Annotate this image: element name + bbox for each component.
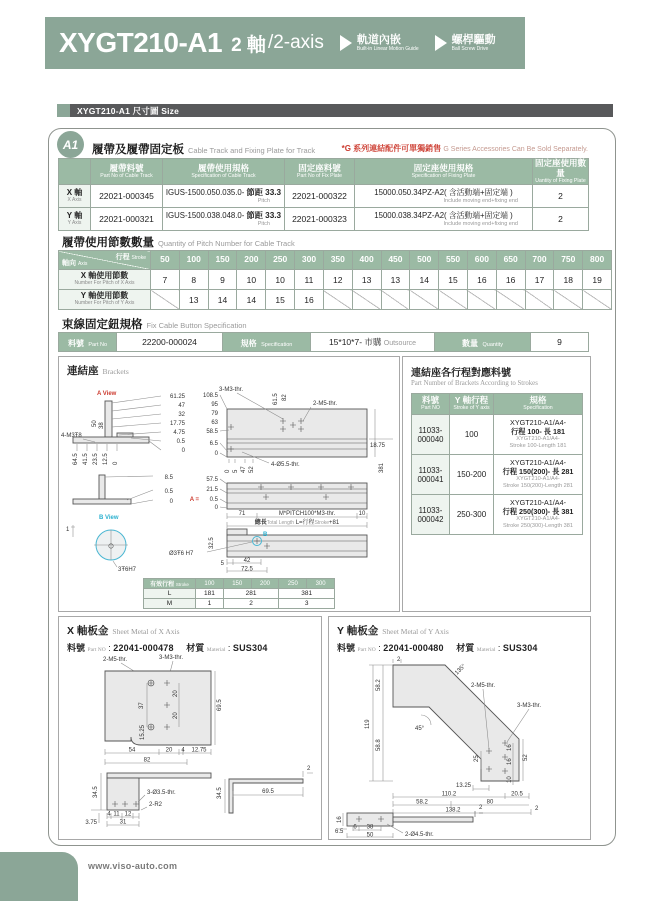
accessories-note: *G 系列連結配件可單獨銷售 G Series Accessories Can Be Sold Separately.: [341, 144, 588, 153]
x-sheet-panel: [58, 616, 322, 840]
dim-label: M*PITCH100*M3-thr.: [278, 511, 336, 517]
x-sheet-drawing: [63, 653, 317, 839]
stroke-cell: 250-300: [450, 495, 494, 535]
size-section-label: XYGT210-A1 尺寸圖 Size: [77, 105, 180, 116]
dim-label: 58.5: [206, 429, 218, 435]
stroke-col: 400: [352, 251, 381, 270]
stroke-cell: 150-200: [450, 455, 494, 495]
label-cell: 規格 Specification: [223, 333, 311, 352]
part-no-cell: 11033- 000041: [412, 455, 450, 495]
stroke-col: 200: [237, 251, 266, 270]
stroke-cell: 100: [450, 415, 494, 455]
part-no-cell: 22021-000321: [91, 208, 163, 231]
dim-label: 總長Total Length L=行程Stroke+81: [254, 520, 340, 526]
dim-label: 52: [523, 754, 529, 761]
stroke-col: 50: [151, 251, 180, 270]
site-url: www.viso-auto.com: [88, 861, 178, 871]
table-row: L 181 281 381: [144, 589, 335, 599]
dim-label: 3-M3-thr.: [219, 387, 244, 393]
dim-label: 58.2: [416, 799, 428, 806]
dim-label: 4.75: [173, 430, 185, 436]
dim-label: A =: [189, 497, 199, 503]
part-no-cell: 11033- 000040: [412, 415, 450, 455]
green-square-icon: [57, 104, 70, 117]
stroke-col: 800: [583, 251, 612, 270]
stroke-col: 650: [496, 251, 525, 270]
dim-label: 42: [243, 558, 251, 564]
dim-label: 57.5: [206, 477, 218, 483]
x-plate-top-view: [103, 655, 223, 765]
cable-track-table: [58, 158, 589, 231]
dim-label: 95: [211, 402, 218, 408]
feature-badge-guide: [340, 34, 419, 53]
feature-badge-screw: [435, 34, 496, 53]
dim-label: 20: [165, 747, 173, 754]
brackets-drawing: [61, 381, 397, 577]
dim-label: 5: [220, 561, 224, 567]
corner-header-cell: 行程 Stroke 軸向 Axis: [59, 251, 151, 270]
dim-label: 61.25: [169, 394, 185, 400]
dim-label: 119: [365, 719, 371, 729]
part-no-cell: 22021-000345: [91, 185, 163, 208]
dim-label: 2-M5-thr.: [471, 683, 496, 689]
pitch-table-title: 履帶使用節數數量 Quantity of Pitch Number for Cable Track: [62, 237, 295, 249]
table-row: M 1 2 3: [144, 599, 335, 609]
stroke-col: 500: [410, 251, 439, 270]
header-cell: 固定座使用規格 Specification of Fixing Plate: [355, 159, 533, 185]
fix-spec-cell: 15000.050.34PZ-A2( 含活動端+固定端 ) Include moving end+fixing end: [355, 185, 533, 208]
header-band: [45, 17, 525, 69]
dim-label: 3-M3-thr.: [517, 703, 542, 709]
cable-button-table: [58, 332, 589, 352]
dim-label: 47: [178, 403, 185, 409]
stroke-col: 550: [439, 251, 468, 270]
dim-label: 4: [181, 747, 185, 754]
spec-cell: IGUS-1500.038.048.0- 節距 33.3 Pitch: [163, 208, 285, 231]
dim-label: 8.5: [164, 475, 173, 481]
y-sheet-panel: [328, 616, 591, 840]
dim-label: 38: [366, 824, 374, 831]
dim-label: 135°: [454, 663, 468, 677]
dim-label: 6: [353, 824, 357, 831]
dim-label: 32.5: [209, 537, 215, 549]
spec-cell: 15*10*7- 市購 Outsource: [311, 333, 435, 352]
dim-label: 34.5: [217, 787, 223, 799]
bracket-plate-top-view: [203, 387, 393, 473]
dim-label: 52: [249, 466, 255, 473]
table-row: [59, 208, 589, 231]
dim-label: 16: [507, 758, 513, 765]
cable-track-title: 履帶及履帶固定板 Cable Track and Fixing Plate for Track: [92, 144, 316, 156]
pitch-table: [58, 250, 612, 310]
spec-cell: XYGT210-A1/A4- 行程 150(200)- 長 281 XYGT210-A1/A4- Stroke 150(200)-Length 281: [494, 455, 583, 495]
stroke-col: 150: [208, 251, 237, 270]
bracket-parts-title: 連結座各行程對應料號: [411, 368, 511, 379]
dim-label: 4-M3Ŧ8: [61, 433, 82, 439]
spec-cell: XYGT210-A1/A4- 行程 100- 長 181 XYGT210-A1/A4- Stroke 100-Length 181: [494, 415, 583, 455]
header-cell: 固定座使用數量 Uantity of Fixing Plate: [533, 159, 589, 185]
label-cell: 料號 Part No: [59, 333, 117, 352]
stroke-col: 100: [179, 251, 208, 270]
dim-label: 54: [128, 747, 136, 754]
dim-label: 3-Ø3.5-thr.: [147, 790, 176, 796]
spec-cell: IGUS-1500.050.035.0- 節距 33.3 Pitch: [163, 185, 285, 208]
dim-label: 69.5: [262, 789, 274, 795]
y-sheet-drawing: [333, 653, 586, 839]
brackets-title: 連結座 Brackets: [67, 365, 129, 377]
stroke-col: 750: [554, 251, 583, 270]
dim-label: 82: [143, 757, 151, 764]
dim-label: 18.75: [370, 443, 386, 449]
dim-label: 0.5: [164, 489, 173, 495]
brackets-panel: [58, 356, 400, 612]
fix-part-no-cell: 22021-000323: [285, 208, 355, 231]
dim-label: 12.5: [103, 453, 109, 465]
dim-label: 25: [474, 755, 480, 762]
a1-badge: A1: [57, 131, 84, 158]
dim-label: B View: [99, 515, 119, 521]
dim-label: 2: [535, 806, 539, 812]
dim-label: 69.5: [217, 699, 223, 711]
dim-label: 13.25: [455, 783, 471, 789]
header-cell: 固定座料號 Part No of Fix Plate: [285, 159, 355, 185]
dim-label: 15.25: [140, 724, 146, 740]
dim-label: 61.5: [273, 393, 279, 405]
arrow-right-icon: [340, 35, 352, 51]
stroke-col: 250: [266, 251, 295, 270]
dim-label: 10: [358, 511, 366, 517]
dim-label: 0: [225, 469, 231, 473]
dim-label: 3.75: [85, 820, 97, 826]
dim-label: 0: [181, 448, 185, 454]
footer-green-block: [0, 852, 78, 901]
dim-label: 0: [113, 461, 119, 465]
stroke-col: 600: [467, 251, 496, 270]
bracket-side-view: [190, 477, 367, 528]
dim-label: 32: [178, 412, 185, 418]
bracket-parts-panel: [402, 356, 591, 612]
dim-label: 2: [307, 766, 311, 772]
arrow-right-icon: [435, 35, 447, 51]
dim-label: 1: [66, 527, 70, 533]
bracket-b-view: [66, 515, 137, 573]
dim-label: 16: [507, 744, 513, 751]
dim-label: 2: [479, 805, 483, 811]
header-cell: 料號 Part NO: [412, 394, 450, 415]
dim-label: 64.5: [73, 453, 79, 465]
bracket-lower-view: [169, 529, 367, 573]
stroke-col: 300: [295, 251, 324, 270]
table-row: X 軸使用節數 Number For Pitch of X Axis 7 8 9 10 10 11 12 13 13 14 15 16 16 17 18 19: [59, 270, 612, 290]
part-no-cell: 11033- 000042: [412, 495, 450, 535]
axis-subtitle-zh: 2 軸: [231, 34, 266, 56]
dim-label: 0.5: [176, 439, 185, 445]
header-cell: 規格 Specification: [494, 394, 583, 415]
stroke-col: 700: [525, 251, 554, 270]
dim-label: 5: [233, 469, 239, 473]
part-no-cell: 22200-000024: [117, 333, 223, 352]
fix-spec-cell: 15000.038.34PZ-A2( 含活動端+固定端 ) Include moving end+fixing end: [355, 208, 533, 231]
table-row: [412, 495, 583, 535]
dim-label: 17.75: [169, 421, 185, 427]
axis-subtitle-en: /2-axis: [267, 32, 324, 53]
fix-part-no-cell: 22021-000322: [285, 185, 355, 208]
dim-label: 108.5: [202, 393, 218, 399]
badge-label-zh: 螺桿驅動: [451, 33, 496, 46]
table-row: [59, 185, 589, 208]
dim-label: 2-Ø4.5-thr.: [405, 832, 434, 838]
dim-label: 4-Ø5.5-thr.: [271, 462, 300, 468]
badge-label-en: Ball Screw Drive: [451, 46, 489, 53]
cable-button-title: 束線固定鈕規格 Fix Cable Button Specification: [62, 319, 247, 331]
dim-label: B: [263, 532, 268, 538]
dim-label: 2-M5-thr.: [313, 401, 338, 407]
dim-label: 12.75: [191, 747, 207, 754]
dim-label: 23.5: [93, 453, 99, 465]
bracket-parts-table: [411, 393, 583, 535]
dim-label: 21.5: [206, 487, 218, 493]
dim-label: 0.5: [209, 497, 218, 503]
dim-label: 3Ŧ6H7: [118, 567, 137, 573]
dim-label: 58.8: [376, 739, 382, 751]
bracket-parts-subtitle: Part Number of Brackets According to Strokes: [411, 380, 538, 387]
stroke-col: 350: [323, 251, 352, 270]
dim-label: 58.2: [376, 679, 382, 691]
dim-label: 381: [379, 462, 385, 473]
dim-label: 2-R2: [149, 802, 163, 808]
stroke-header-cell: 有效行程 Stroke: [144, 579, 196, 589]
row-label-cell: X 軸使用節數 Number For Pitch of X Axis: [59, 270, 151, 290]
qty-cell: 2: [533, 208, 589, 231]
row-label-cell: Y 軸使用節數 Number For Pitch of Y Axis: [59, 290, 151, 310]
dim-label: 16: [337, 816, 343, 823]
dim-label: 20: [173, 690, 179, 697]
header-cell: [59, 159, 91, 185]
y-sheet-partline: 料號 Part NO : 22041-000480 材質 Material : SUS304: [337, 643, 538, 653]
x-plate-side-view: [85, 773, 211, 827]
y-plate-main-view: [365, 657, 541, 815]
dim-label: 63: [211, 420, 218, 426]
dim-label: A View: [97, 391, 117, 397]
dim-label: 12: [124, 811, 132, 818]
dim-label: 10: [507, 776, 513, 783]
axis-label-cell: X 軸 X Axis: [59, 185, 91, 208]
dim-label: 0: [214, 451, 218, 457]
header-cell: 履帶料號 Part No of Cable Track: [91, 159, 163, 185]
dim-label: 110.2: [441, 791, 457, 798]
dim-label: Ø3Ŧ6 H7: [169, 551, 194, 557]
dim-label: 37: [139, 702, 145, 709]
x-plate-bent-view: [217, 766, 313, 813]
spec-cell: XYGT210-A1/A4- 行程 250(300)- 長 381 XYGT210-A1/A4- Stroke 250(300)-Length 381: [494, 495, 583, 535]
y-sheet-title: Y 軸板金 Sheet Metal of Y Axis: [337, 625, 449, 637]
dim-label: 6.5: [209, 441, 218, 447]
dim-label: 0: [214, 505, 218, 511]
dim-label: 2: [397, 657, 401, 663]
y-plate-bottom-view: [335, 805, 483, 839]
dim-label: 34.5: [93, 786, 99, 798]
dim-label: 41.5: [83, 453, 89, 465]
qty-cell: 2: [533, 185, 589, 208]
dim-label: 20.5: [511, 791, 523, 798]
dim-label: 79: [211, 411, 218, 417]
dim-label: 11: [113, 811, 120, 818]
bracket-a-view-shape: [61, 391, 186, 465]
dim-label: 71: [238, 511, 246, 517]
bracket-small-shape: [73, 475, 174, 505]
dim-label: 4: [107, 811, 111, 818]
dim-label: 31: [119, 819, 127, 826]
dim-label: 20: [173, 712, 179, 719]
dim-label: 0: [169, 499, 173, 505]
label-cell: 數量 Quantity: [435, 333, 531, 352]
badge-label-zh: 軌道內嵌: [356, 33, 401, 46]
dim-label: 50: [92, 420, 98, 427]
x-sheet-partline: 料號 Part NO : 22041-000478 材質 Material : SUS304: [67, 643, 268, 653]
dim-label: 138.2: [445, 807, 461, 814]
table-row: [412, 455, 583, 495]
dim-label: 38: [99, 422, 105, 429]
axis-label-cell: Y 軸 Y Axis: [59, 208, 91, 231]
stroke-table: 有效行程 Stroke 100 150 200 250 300 L 181 281 381 M 1 2 3: [143, 578, 335, 609]
x-sheet-title: X 軸板金 Sheet Metal of X Axis: [67, 625, 180, 637]
dim-label: 2-M5-thr.: [103, 657, 128, 663]
dim-label: 50: [366, 832, 374, 839]
header-cell: Y 軸行程 Stroke of Y axis: [450, 394, 494, 415]
badge-label-en: Built-in Linear Motion Guide: [356, 46, 419, 53]
dim-label: 45°: [415, 726, 425, 732]
dim-label: 72.5: [241, 566, 253, 573]
stroke-col: 450: [381, 251, 410, 270]
product-title: XYGT210-A1: [59, 27, 223, 58]
header-cell: 履帶使用規格 Specification of Cable Track: [163, 159, 285, 185]
dim-label: 82: [282, 394, 288, 401]
qty-cell: 9: [531, 333, 589, 352]
table-row: [412, 415, 583, 455]
dim-label: 6.5: [335, 829, 344, 835]
dim-label: 80: [486, 799, 494, 806]
size-section-bar: [57, 104, 613, 117]
dim-label: 47: [241, 466, 247, 473]
dim-label: 3-M3-thr.: [159, 655, 184, 661]
table-row: Y 軸使用節數 Number For Pitch of Y Axis 13 14 14 15 16: [59, 290, 612, 310]
